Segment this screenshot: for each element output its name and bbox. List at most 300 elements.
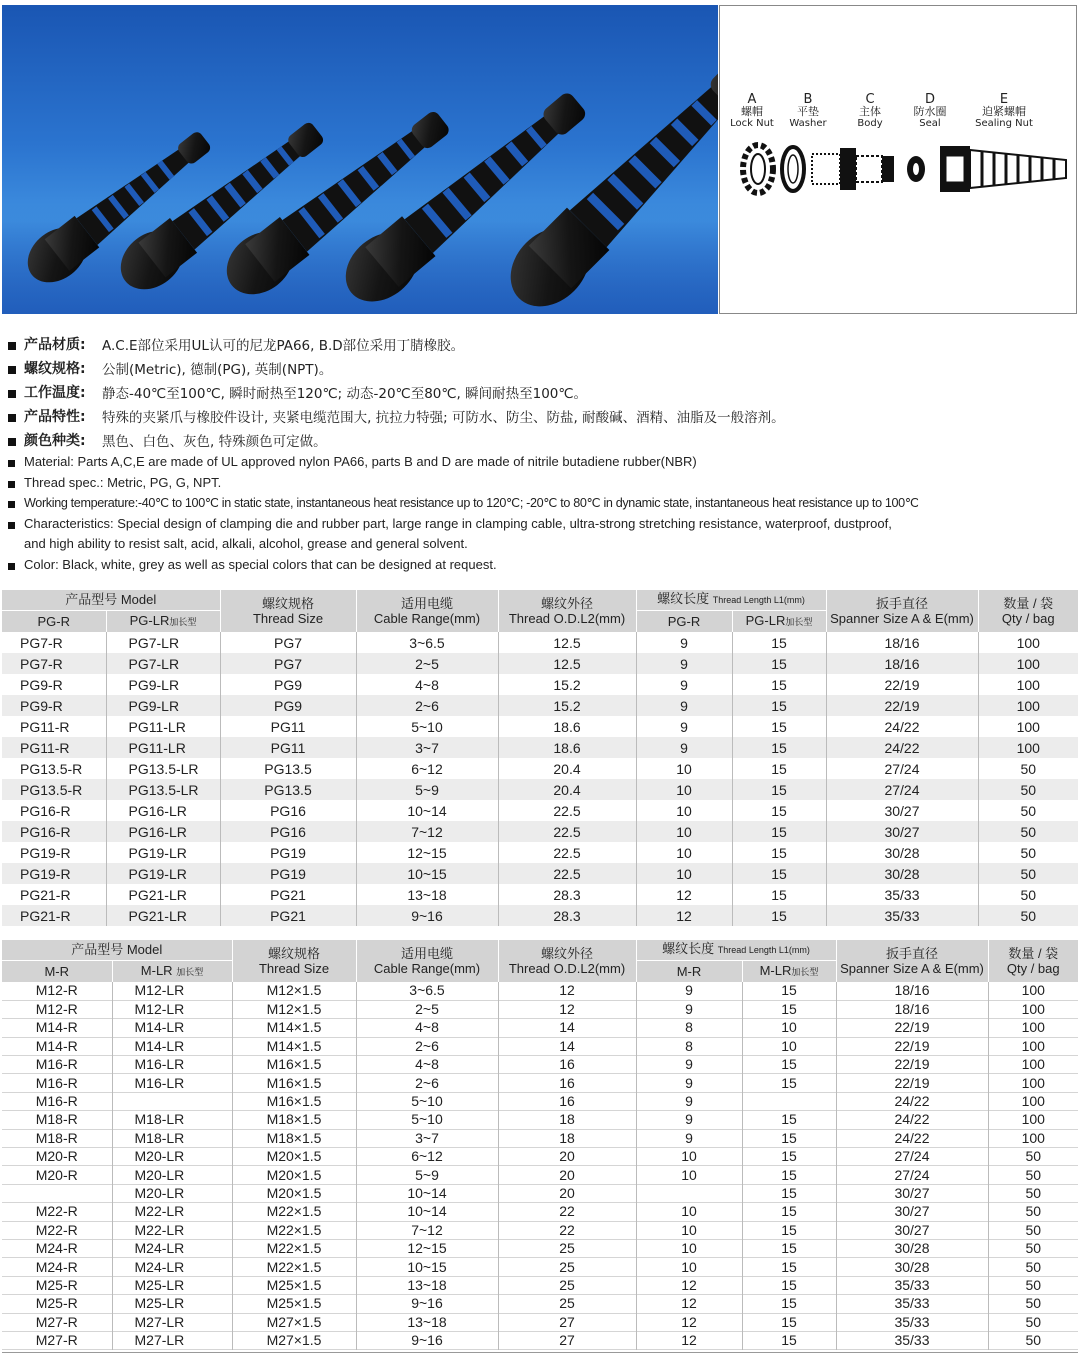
table-row: [2, 1000, 1078, 1018]
len-col-pg-lr: [732, 610, 826, 632]
cell-length-r: 9: [636, 1074, 742, 1092]
cell-qty: 100: [978, 653, 1078, 674]
len-col-pg-r: PG-R: [636, 610, 732, 632]
cell-length-lr: 10: [742, 1019, 836, 1037]
spec-en-characteristics: [8, 516, 1078, 537]
cell-thread-size: PG19: [220, 863, 356, 884]
cell-thread-size: M18×1.5: [232, 1129, 356, 1147]
cell-length-lr: 10: [742, 1037, 836, 1055]
cell-spanner-size: 30/27: [836, 1221, 988, 1239]
table-row: [2, 1092, 1078, 1110]
cell-cable-range: 13~18: [356, 884, 498, 905]
cell-model-lr: PG21-LR: [106, 905, 220, 926]
col-label: M-LR: [140, 962, 173, 978]
cell-qty: 100: [988, 1129, 1078, 1147]
table-row: [2, 800, 1078, 821]
cell-thread-size: PG7: [220, 632, 356, 653]
cell-cable-range: 10~15: [356, 1258, 498, 1276]
cell-thread-od: 16: [498, 1056, 636, 1074]
part-name-en: Washer: [789, 118, 827, 129]
cell-model-r: M27-R: [35, 1332, 78, 1349]
cell-qty: 100: [978, 737, 1078, 758]
cell-spanner-size: 30/28: [836, 1239, 988, 1257]
cell-thread-od: 22: [498, 1221, 636, 1239]
exploded-parts-diagram: [719, 5, 1077, 314]
cell-model-lr: M27-LR: [112, 1313, 232, 1331]
col-suffix: 加长型: [176, 966, 204, 977]
cell-thread-size: PG16: [220, 821, 356, 842]
cell-model-lr: PG11-LR: [106, 716, 220, 737]
cell-qty: 50: [988, 1276, 1078, 1294]
cell-spanner-size: 22/19: [826, 695, 978, 716]
cell-thread-od: 14: [498, 1019, 636, 1037]
cell-length-r: 10: [636, 779, 732, 800]
part-name-en: Lock Nut: [730, 118, 774, 129]
cell-qty: 50: [988, 1166, 1078, 1184]
cell-spanner-size: 30/27: [836, 1184, 988, 1202]
cell-qty: 50: [988, 1203, 1078, 1221]
cell-cable-range: 3~7: [356, 737, 498, 758]
header-zh: 适用电缆: [400, 946, 453, 961]
cell-model-lr: M14-LR: [112, 1019, 232, 1037]
cell-qty: 50: [978, 842, 1078, 863]
cell-thread-size: PG21: [220, 884, 356, 905]
cell-spanner-size: 18/16: [836, 1000, 988, 1018]
col-suffix: 加长型: [791, 966, 819, 977]
spec-text: A.C.E部位采用UL认可的尼龙PA66, B.D部位采用丁腈橡胶。: [102, 338, 465, 354]
cell-thread-size: M22×1.5: [232, 1221, 356, 1239]
cell-model-r: M24-R: [35, 1240, 78, 1257]
cell-model-r: M22-R: [35, 1221, 78, 1238]
cell-cable-range: 2~5: [356, 1000, 498, 1018]
cell-model-lr: M22-LR: [112, 1203, 232, 1221]
cell-model-lr: M25-LR: [112, 1295, 232, 1313]
spec-label: 产品特性:: [24, 409, 86, 425]
spec-en-thread: [8, 475, 1078, 496]
cell-model-r: M16-R: [35, 1074, 78, 1091]
cell-spanner-size: 35/33: [836, 1295, 988, 1313]
cell-length-lr: 15: [732, 800, 826, 821]
cell-spanner-size: 24/22: [826, 716, 978, 737]
cell-model-r: PG16-R: [20, 823, 71, 840]
cell-thread-od: 20.4: [498, 779, 636, 800]
cell-spanner-size: 30/28: [836, 1258, 988, 1276]
cell-thread-od: 14: [498, 1037, 636, 1055]
cell-cable-range: 3~7: [356, 1129, 498, 1147]
cell-model-r: PG13.5-R: [20, 781, 83, 798]
cell-length-lr: 15: [732, 884, 826, 905]
part-name-zh: 防水圈: [913, 105, 947, 118]
cell-thread-size: M22×1.5: [232, 1203, 356, 1221]
col-m-r: M-R: [2, 960, 112, 982]
cell-thread-od: 22.5: [498, 800, 636, 821]
cell-thread-od: 28.3: [498, 905, 636, 926]
bullet-icon: [8, 438, 16, 446]
spec-text: 特殊的夹紧爪与橡胶件设计, 夹紧电缆范围大, 抗拉力特强; 可防水、防尘、防盐, 耐酸碱、酒精、油脂及一般溶剂。: [102, 410, 785, 426]
cell-thread-size: M16×1.5: [232, 1056, 356, 1074]
table-row: [2, 1056, 1078, 1074]
cell-length-r: 9: [636, 1111, 742, 1129]
table-row: [2, 1239, 1078, 1257]
cell-thread-od: 25: [498, 1276, 636, 1294]
seal-drawing: [907, 156, 925, 182]
cell-thread-size: M25×1.5: [232, 1295, 356, 1313]
bullet-icon: [8, 501, 15, 508]
col-label: PG-LR: [129, 612, 170, 628]
cable-glands-illustration: [2, 5, 718, 314]
cell-length-r: 10: [636, 1166, 742, 1184]
cell-length-r: 10: [636, 842, 732, 863]
cell-cable-range: 3~6.5: [356, 982, 498, 1000]
cell-spanner-size: 35/33: [826, 905, 978, 926]
bullet-icon: [8, 390, 16, 398]
cell-model-lr: M20-LR: [112, 1148, 232, 1166]
cell-cable-range: 4~8: [356, 1019, 498, 1037]
cell-length-lr: 15: [732, 863, 826, 884]
lock-nut-drawing: [743, 145, 773, 193]
cell-spanner-size: 22/19: [836, 1037, 988, 1055]
header-en: Thread Length L1(mm): [717, 945, 810, 956]
col-suffix: 加长型: [785, 616, 813, 627]
cell-spanner-size: 22/19: [836, 1019, 988, 1037]
cell-cable-range: 7~12: [356, 821, 498, 842]
cell-length-lr: 15: [742, 1184, 836, 1202]
cell-spanner-size: 27/24: [836, 1148, 988, 1166]
cell-model-lr: M16-LR: [112, 1074, 232, 1092]
spec-text: Color: Black, white, grey as well as special colors that can be designed at request.: [24, 556, 497, 572]
cell-model-lr: M24-LR: [112, 1239, 232, 1257]
cell-length-r: 9: [636, 982, 742, 1000]
table-row: [2, 1331, 1078, 1349]
part-name-en: Sealing Nut: [975, 118, 1033, 129]
col-label: PG-LR: [745, 612, 786, 628]
cell-length-lr: [742, 1092, 836, 1110]
spanner-size-header: [836, 940, 988, 982]
cell-length-r: 9: [636, 737, 732, 758]
spec-label: 螺纹规格:: [24, 361, 86, 377]
cell-model-lr: PG9-LR: [106, 674, 220, 695]
col-m-lr: [112, 960, 232, 982]
cell-cable-range: 2~6: [356, 1074, 498, 1092]
cell-qty: 100: [988, 1000, 1078, 1018]
cell-qty: 50: [978, 758, 1078, 779]
cell-qty: 100: [988, 1037, 1078, 1055]
cell-model-lr: PG13.5-LR: [106, 779, 220, 800]
cell-thread-size: M20×1.5: [232, 1184, 356, 1202]
cell-thread-od: 12: [498, 982, 636, 1000]
spec-text: Material: Parts A,C,E are made of UL approved nylon PA66, parts B and D are made of nitrile butadiene rubber(NBR): [24, 454, 697, 469]
metric-table-body: [2, 982, 1078, 1350]
bullet-icon: [8, 414, 16, 422]
len-col-m-r: M-R: [636, 960, 742, 982]
cell-thread-size: M22×1.5: [232, 1239, 356, 1257]
cell-spanner-size: 18/16: [826, 632, 978, 653]
cell-cable-range: 5~9: [356, 779, 498, 800]
header-zh: 螺纹长度: [657, 591, 710, 607]
header-zh: 扳手直径: [875, 596, 928, 611]
cell-model-lr: M20-LR: [112, 1166, 232, 1184]
model-header: 产品型号 Model: [2, 940, 232, 960]
cell-length-lr: 15: [742, 1331, 836, 1349]
part-name-zh: 主体: [859, 105, 881, 118]
cell-thread-od: 15.2: [498, 674, 636, 695]
header-en: Cable Range(mm): [373, 611, 481, 626]
spec-zh-temperature: [8, 382, 1078, 406]
cell-thread-size: M16×1.5: [232, 1074, 356, 1092]
cell-model-r: M14-R: [35, 1037, 78, 1054]
part-letter: E: [999, 92, 1009, 107]
cell-cable-range: 4~8: [356, 674, 498, 695]
cell-model-r: M24-R: [35, 1258, 78, 1275]
cell-thread-size: M14×1.5: [232, 1019, 356, 1037]
header-en: Thread Size: [258, 961, 330, 976]
cell-model-lr: M18-LR: [112, 1111, 232, 1129]
cell-thread-od: 16: [498, 1092, 636, 1110]
cell-thread-od: 27: [498, 1331, 636, 1349]
table-row: [2, 737, 1078, 758]
cell-cable-range: 12~15: [356, 842, 498, 863]
table-row: [2, 779, 1078, 800]
cell-thread-od: 20: [498, 1148, 636, 1166]
washer-drawing: [782, 147, 804, 191]
cell-qty: 50: [978, 884, 1078, 905]
cell-thread-od: 25: [498, 1258, 636, 1276]
cell-spanner-size: 22/19: [836, 1056, 988, 1074]
header-zh: 扳手直径: [885, 946, 938, 961]
table-row: [2, 1258, 1078, 1276]
cell-spanner-size: 30/27: [826, 800, 978, 821]
cell-model-r: M12-R: [35, 982, 78, 999]
cell-model-r: PG21-R: [20, 886, 71, 903]
parts-drawing: [720, 6, 1076, 313]
spec-en-color: [8, 557, 1078, 578]
cell-length-lr: 15: [742, 1148, 836, 1166]
bullet-icon: [8, 366, 16, 374]
header-zh: 数量 / 袋: [1003, 596, 1054, 611]
cell-qty: 100: [978, 632, 1078, 653]
cell-thread-od: 25: [498, 1239, 636, 1257]
cell-cable-range: 10~14: [356, 1184, 498, 1202]
cell-cable-range: 2~6: [356, 1037, 498, 1055]
spec-label: 产品材质:: [24, 337, 86, 353]
table-row: [2, 1111, 1078, 1129]
qty-header: [978, 590, 1078, 632]
cell-spanner-size: 35/33: [836, 1313, 988, 1331]
cell-qty: 50: [978, 821, 1078, 842]
cell-length-lr: 15: [742, 1258, 836, 1276]
cell-length-lr: 15: [742, 1166, 836, 1184]
metric-spec-table: [2, 940, 1078, 1350]
table-row: [2, 1295, 1078, 1313]
cell-thread-size: M20×1.5: [232, 1166, 356, 1184]
bullet-icon: [8, 522, 15, 529]
cell-length-lr: 15: [732, 779, 826, 800]
cell-model-r: PG9-R: [20, 676, 63, 693]
cell-model-r: M25-R: [35, 1276, 78, 1293]
table-row: [2, 1129, 1078, 1147]
cell-model-r: PG11-R: [20, 739, 70, 756]
thread-length-header: [636, 940, 836, 960]
cell-cable-range: 9~16: [356, 1295, 498, 1313]
cell-length-r: 9: [636, 632, 732, 653]
table-row: [2, 884, 1078, 905]
cell-length-lr: 15: [742, 1074, 836, 1092]
spanner-size-header: [826, 590, 978, 632]
header-en: Spanner Size A & E(mm): [840, 961, 984, 976]
cell-length-r: 9: [636, 1129, 742, 1147]
spec-text: 公制(Metric), 德制(PG), 英制(NPT)。: [102, 362, 333, 378]
cell-model-lr: PG7-LR: [106, 632, 220, 653]
cell-qty: 50: [978, 905, 1078, 926]
bottom-divider: [2, 1352, 1078, 1353]
table-row: [2, 1148, 1078, 1166]
cell-qty: 50: [978, 863, 1078, 884]
cell-length-r: 10: [636, 1203, 742, 1221]
cell-length-lr: 15: [742, 1313, 836, 1331]
cell-qty: 50: [988, 1313, 1078, 1331]
cell-thread-od: 27: [498, 1313, 636, 1331]
cell-length-r: 9: [636, 695, 732, 716]
gland-2: [109, 110, 333, 301]
header-zh: 数量 / 袋: [1008, 946, 1059, 961]
cell-length-r: 9: [636, 1000, 742, 1018]
spec-text: and high ability to resist salt, acid, alkali, alcohol, grease and general solvent.: [24, 536, 468, 551]
cell-length-lr: 15: [732, 716, 826, 737]
table-row: [2, 653, 1078, 674]
cell-model-r: [2, 1184, 112, 1202]
cell-thread-size: M12×1.5: [232, 1000, 356, 1018]
cell-spanner-size: 35/33: [836, 1276, 988, 1294]
cell-model-lr: M16-LR: [112, 1056, 232, 1074]
cell-model-lr: M25-LR: [112, 1276, 232, 1294]
spec-text: Thread spec.: Metric, PG, G, NPT.: [24, 474, 222, 490]
cell-thread-od: 22.5: [498, 863, 636, 884]
cell-thread-od: 12.5: [498, 653, 636, 674]
cell-length-lr: 15: [742, 1276, 836, 1294]
cell-thread-size: PG9: [220, 674, 356, 695]
header-en: Thread O.D.L2(mm): [508, 611, 626, 626]
cell-length-r: 10: [636, 1258, 742, 1276]
cell-thread-od: 20: [498, 1166, 636, 1184]
col-pg-lr: [106, 610, 220, 632]
cell-spanner-size: 22/19: [826, 674, 978, 695]
cell-length-r: 12: [636, 1331, 742, 1349]
cell-length-lr: 15: [732, 674, 826, 695]
header-zh: 螺纹规格: [261, 596, 314, 611]
table-row: [2, 1276, 1078, 1294]
cell-model-r: PG16-R: [20, 802, 71, 819]
cell-spanner-size: 24/22: [826, 737, 978, 758]
cell-cable-range: 3~6.5: [356, 632, 498, 653]
cell-length-lr: 15: [742, 1295, 836, 1313]
cell-model-lr: PG19-LR: [106, 842, 220, 863]
table-row: [2, 1221, 1078, 1239]
cell-length-r: 9: [636, 1056, 742, 1074]
cell-thread-size: PG13.5: [220, 779, 356, 800]
cable-range-header: [356, 940, 498, 982]
cell-model-r: PG7-R: [20, 634, 63, 651]
spec-en-characteristics-cont: [8, 536, 1078, 557]
table-row: [2, 1313, 1078, 1331]
part-name-zh: 螺帽: [741, 105, 763, 118]
cell-thread-od: 20: [498, 1184, 636, 1202]
cell-thread-od: 18.6: [498, 716, 636, 737]
cell-cable-range: 10~14: [356, 800, 498, 821]
cell-model-r: PG19-R: [20, 844, 71, 861]
cell-model-r: PG19-R: [20, 865, 71, 882]
product-photo: [2, 5, 718, 314]
cell-thread-size: PG19: [220, 842, 356, 863]
cell-thread-od: 16: [498, 1074, 636, 1092]
cell-length-lr: 15: [732, 758, 826, 779]
spec-zh-color: [8, 430, 1078, 454]
pg-table-body: [2, 632, 1078, 926]
part-letter: D: [924, 92, 935, 107]
cell-qty: 50: [978, 779, 1078, 800]
cell-length-r: 9: [636, 1092, 742, 1110]
cell-spanner-size: 30/28: [826, 842, 978, 863]
cell-model-r: M22-R: [35, 1203, 78, 1220]
cell-spanner-size: 24/22: [836, 1111, 988, 1129]
bullet-icon: [8, 563, 15, 570]
cell-length-lr: 15: [742, 1239, 836, 1257]
cell-model-lr: [112, 1092, 232, 1110]
cell-cable-range: 12~15: [356, 1239, 498, 1257]
col-pg-r: PG-R: [2, 610, 106, 632]
cell-length-lr: 15: [732, 842, 826, 863]
bullet-icon: [8, 460, 15, 467]
part-letter: B: [803, 92, 813, 107]
cell-model-lr: PG16-LR: [106, 821, 220, 842]
cell-length-r: 10: [636, 1221, 742, 1239]
cell-model-r: PG11-R: [20, 718, 70, 735]
cell-model-r: PG13.5-R: [20, 760, 83, 777]
cell-length-lr: 15: [732, 821, 826, 842]
thread-size-header: [220, 590, 356, 632]
cell-thread-size: PG13.5: [220, 758, 356, 779]
header-zh: 适用电缆: [400, 596, 453, 611]
header-zh: 螺纹外径: [540, 596, 593, 611]
cell-thread-size: M25×1.5: [232, 1276, 356, 1294]
cell-length-r: 10: [636, 800, 732, 821]
cell-model-r: PG9-R: [20, 697, 63, 714]
cell-model-r: M16-R: [35, 1056, 78, 1073]
gland-1: [17, 120, 220, 293]
cell-length-r: 9: [636, 716, 732, 737]
cell-thread-size: M20×1.5: [232, 1148, 356, 1166]
cell-model-r: M12-R: [35, 1001, 78, 1018]
cell-model-lr: PG21-LR: [106, 884, 220, 905]
table-row: [2, 1203, 1078, 1221]
table-row: [2, 674, 1078, 695]
cell-thread-od: 28.3: [498, 884, 636, 905]
table-row: [2, 863, 1078, 884]
cell-qty: 50: [978, 800, 1078, 821]
cell-length-r: 8: [636, 1037, 742, 1055]
cell-spanner-size: 35/33: [826, 884, 978, 905]
bullet-icon: [8, 342, 16, 350]
cell-length-r: 10: [636, 758, 732, 779]
cell-length-lr: 15: [742, 982, 836, 1000]
model-header: 产品型号 Model: [2, 590, 220, 610]
cell-model-lr: PG16-LR: [106, 800, 220, 821]
thread-od-header: [498, 590, 636, 632]
spec-zh-features: [8, 406, 1078, 430]
cell-spanner-size: 30/27: [836, 1203, 988, 1221]
col-label: M-LR: [759, 962, 792, 978]
cell-qty: 50: [988, 1148, 1078, 1166]
header-en: Qty / bag: [1001, 611, 1055, 626]
